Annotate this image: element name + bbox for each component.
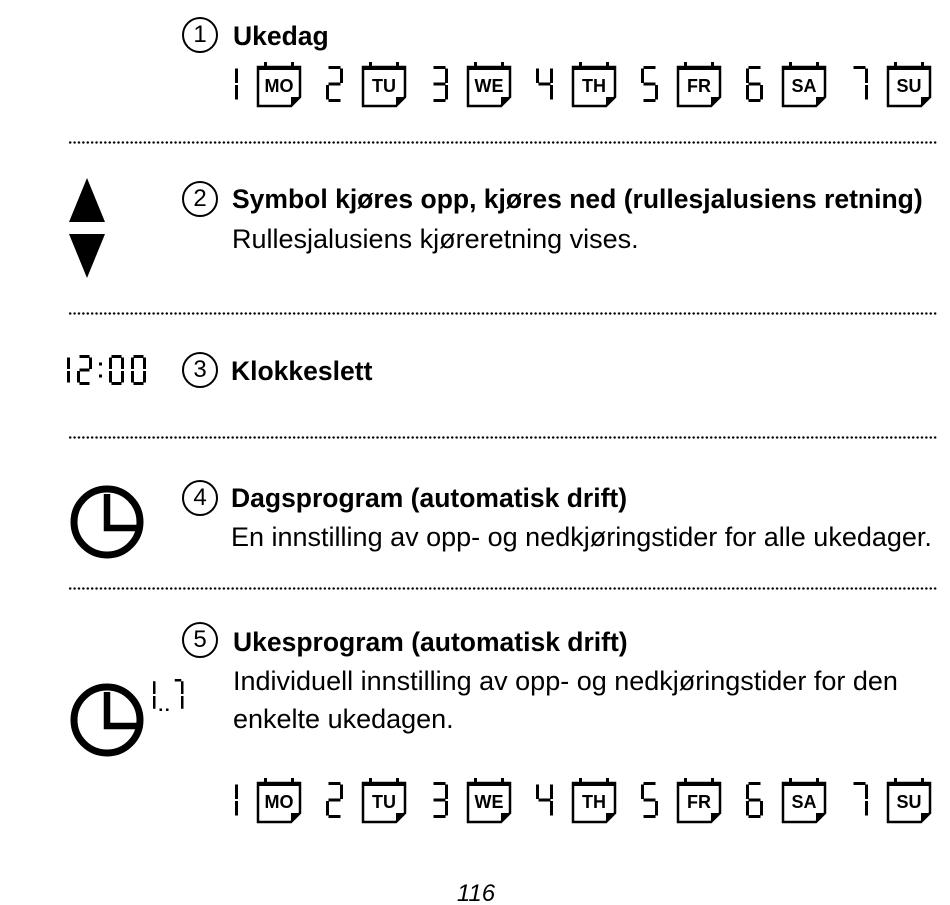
weekday-row-bottom (220, 778, 932, 824)
section-number-3: 3 (182, 352, 218, 388)
weekday-mo (220, 778, 302, 824)
section-title-day-program: Dagsprogram (automatisk drift) (231, 483, 628, 513)
weekday-number-display (536, 782, 553, 818)
clock-icon (67, 482, 147, 562)
weekday-number (640, 782, 658, 818)
dotted-divider (68, 587, 938, 590)
seven-seg-colon (99, 363, 102, 378)
calendar-day-icon (676, 62, 722, 108)
seven-seg-digit (746, 66, 763, 102)
weekday-label: TH (582, 76, 606, 96)
calendar-day-icon (571, 778, 617, 824)
dotted-divider (68, 312, 938, 315)
weekday-number (430, 66, 448, 102)
seven-seg-digit (109, 355, 124, 385)
section-body-direction: Rullesjalusiens kjøreretning vises. (232, 224, 639, 254)
weekday-number (325, 782, 343, 818)
weekday-mo (220, 62, 302, 108)
weekday-number (745, 782, 763, 818)
calendar-day-icon (466, 62, 512, 108)
weekday-label: WE (474, 76, 504, 96)
weekday-th (535, 62, 617, 108)
week-range-display (153, 679, 184, 711)
weekday-number-display (851, 782, 868, 818)
calendar-day-icon (571, 62, 617, 108)
seven-seg-digit (434, 66, 449, 102)
weekday-label: SA (791, 76, 817, 96)
seven-seg-dot (166, 709, 169, 712)
section-title-week-program: Ukesprogram (automatisk drift) (233, 627, 628, 657)
calendar-day-icon (676, 778, 722, 824)
weekday-label: SU (896, 76, 922, 96)
seven-seg-digit (536, 785, 553, 816)
weekday-tu (325, 778, 407, 824)
calendar-day-icon (781, 778, 827, 824)
weekday-number (220, 66, 238, 102)
weekday-number-display (431, 782, 448, 818)
weekday-number (220, 782, 238, 818)
weekday-label: TH (582, 792, 606, 812)
seven-seg-digit (67, 358, 70, 383)
body-line: Individuell innstilling av opp- og nedkjøringstider for den (233, 666, 898, 696)
arrow-down-triangle-icon (69, 234, 105, 278)
weekday-number-display (431, 66, 448, 102)
clock-icon (67, 680, 147, 760)
weekday-number (850, 782, 868, 818)
section-number-2: 2 (182, 181, 218, 217)
weekday-we (430, 62, 512, 108)
calendar-day-icon (781, 62, 827, 108)
weekday-fr (640, 778, 722, 824)
calendar-day-icon (886, 62, 932, 108)
weekday-number-display (641, 66, 658, 102)
seven-seg-digit (641, 782, 658, 818)
weekday-label: SU (896, 792, 922, 812)
weekday-tu (325, 62, 407, 108)
weekday-th (535, 778, 617, 824)
weekday-number-display (851, 66, 868, 102)
weekday-number (850, 66, 868, 102)
body-line: enkelte ukedagen. (233, 704, 454, 734)
section-title-weekday: Ukedag (233, 21, 329, 51)
seven-seg-dot (160, 709, 163, 712)
weekday-label: FR (687, 76, 711, 96)
calendar-day-icon (361, 62, 407, 108)
weekday-label: MO (264, 792, 294, 812)
dotted-divider (68, 436, 938, 439)
seven-seg-digit (854, 782, 869, 816)
weekday-number-display (746, 66, 763, 102)
weekday-number (535, 66, 553, 102)
section-body-day-program: En innstilling av opp- og nedkjøringstider for alle ukedager. (231, 522, 932, 552)
calendar-day-icon (466, 778, 512, 824)
seven-seg-digit (641, 66, 658, 102)
weekday-number-display (326, 66, 343, 102)
page-number: 116 (456, 880, 496, 905)
seven-seg-digit (434, 782, 449, 818)
weekday-su (850, 778, 932, 824)
seven-seg-digit (326, 782, 343, 818)
weekday-label: MO (264, 76, 294, 96)
seven-seg-digit (77, 355, 92, 385)
weekday-label: TU (372, 792, 396, 812)
weekday-su (850, 62, 932, 108)
weekday-label: TU (372, 76, 396, 96)
seven-seg-digit (153, 681, 156, 709)
time-display (67, 355, 146, 385)
section-title-time: Klokkeslett (231, 356, 373, 386)
section-number-1: 1 (182, 17, 218, 53)
dotted-divider (68, 141, 938, 144)
weekday-number-display (235, 782, 238, 818)
section-body-week-program (233, 662, 898, 738)
seven-seg-digit (175, 679, 184, 709)
weekday-label: SA (791, 792, 817, 812)
weekday-number-display (326, 782, 343, 818)
seven-seg-digit (326, 66, 343, 102)
weekday-number (745, 66, 763, 102)
weekday-sa (745, 62, 827, 108)
weekday-number-display (641, 782, 658, 818)
section-title-direction: Symbol kjøres opp, kjøres ned (rullesjalusiens retning) (232, 184, 923, 214)
weekday-row-top (220, 62, 932, 108)
weekday-we (430, 778, 512, 824)
weekday-number (535, 782, 553, 818)
weekday-number-display (536, 66, 553, 102)
seven-seg-digit (854, 66, 869, 100)
weekday-number-display (746, 782, 763, 818)
calendar-day-icon (361, 778, 407, 824)
seven-seg-digit (746, 782, 763, 818)
weekday-fr (640, 62, 722, 108)
seven-seg-digit (536, 69, 553, 100)
weekday-label: FR (687, 792, 711, 812)
weekday-label: WE (474, 792, 504, 812)
direction-arrows (68, 176, 106, 280)
calendar-day-icon (886, 778, 932, 824)
calendar-day-icon (256, 62, 302, 108)
weekday-number (640, 66, 658, 102)
section-number-4: 4 (182, 480, 218, 516)
weekday-number-display (235, 66, 238, 102)
arrow-up-triangle-icon (69, 178, 105, 222)
seven-seg-digit (235, 69, 238, 100)
seven-seg-digit (235, 785, 238, 816)
weekday-number (325, 66, 343, 102)
calendar-day-icon (256, 778, 302, 824)
section-number-5: 5 (182, 622, 218, 658)
seven-seg-digit (131, 355, 146, 385)
weekday-number (430, 782, 448, 818)
weekday-sa (745, 778, 827, 824)
